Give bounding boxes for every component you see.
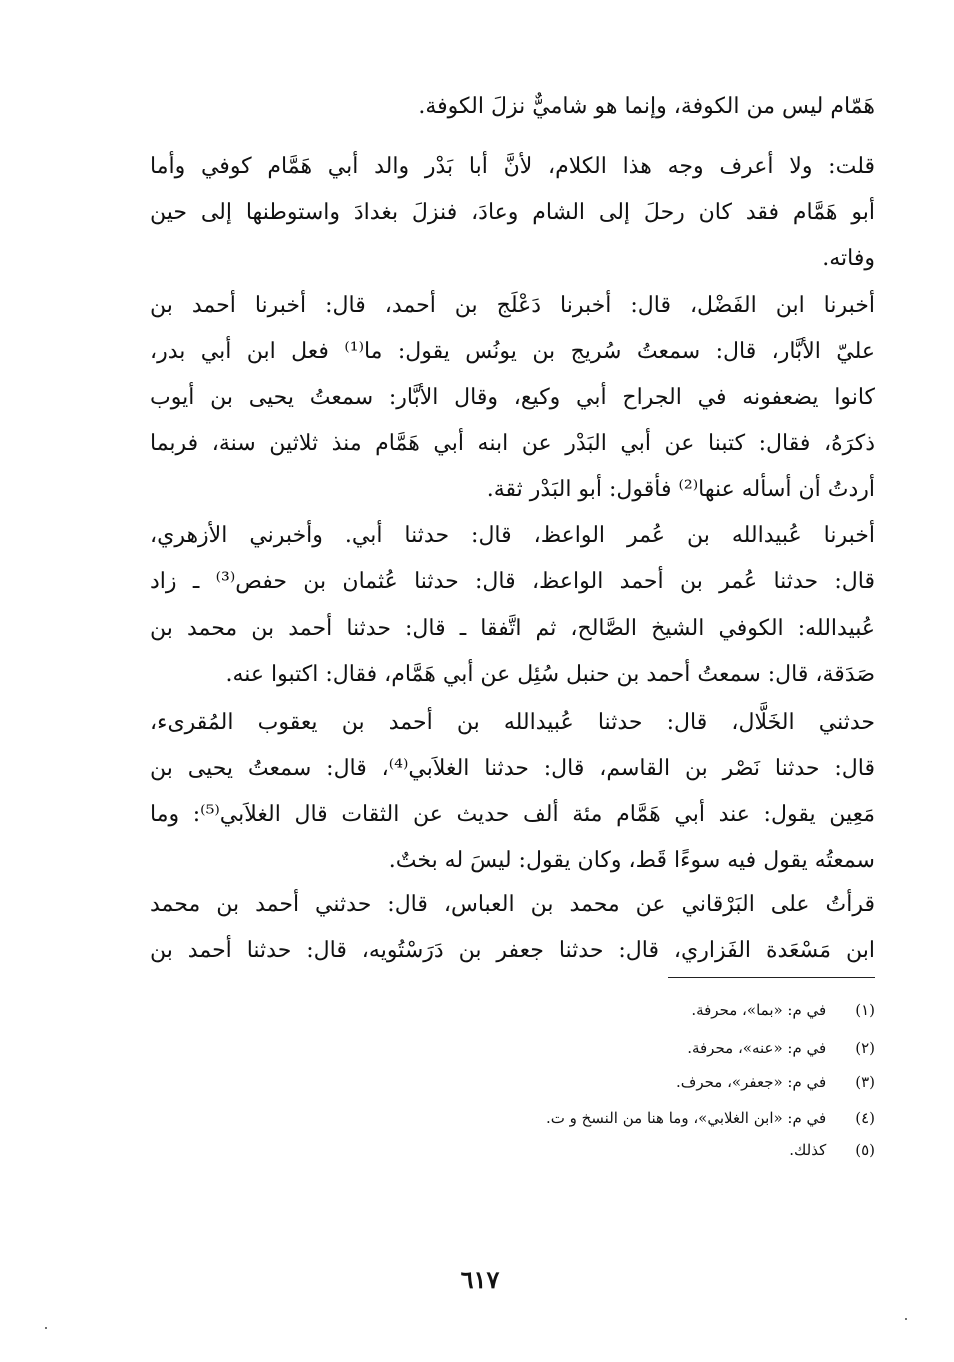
- page-number: ٦١٧: [460, 1265, 500, 1294]
- text-line: هَمّام ليس من الكوفة، وإنما هو شاميٌّ نزلَ الكوفة.: [418, 94, 875, 119]
- text-line: ذكرَهُ، فقال: كتبنا عن أبي البَدْر عن ابنه أبي هَمَّام منذ ثلاثين سنة، فربما: [150, 431, 875, 456]
- footnote-number: (٥): [855, 1141, 875, 1159]
- text-line: قرأتُ على البَرْقاني عن محمد بن العباس، قال: حدثني أحمد بن محمد: [150, 892, 875, 917]
- text-line: كانوا يضعفونه في الجراح أبي وكيع، وقال الأبَّار: سمعتُ يحيى بن أيوب: [150, 385, 875, 410]
- footnote-item: [546, 1103, 875, 1133]
- footnote-number: (٢): [855, 1039, 875, 1057]
- footnote-number: (٣): [855, 1073, 875, 1091]
- footnote-number: (١): [855, 1001, 875, 1019]
- footnote-item: [789, 1135, 875, 1165]
- footnote-item: [687, 1033, 875, 1063]
- text-line: عليّ الأبَّار، قال: سمعتُ سُريج بن يونُس يقول: ما⁽¹⁾ فعل ابن أبي بدر،: [150, 339, 875, 364]
- footnote-text: في م: «عنه»، محرفة.: [687, 1039, 827, 1057]
- text-line: أخبرنا ابن الفَضْل، قال: أخبرنا دَعْلَج بن أحمد، قال: أخبرنا أحمد بن: [150, 293, 875, 318]
- footnote-text: في م: «جعفر»، محرف.: [676, 1073, 827, 1091]
- text-line: أردتُ أن أسأله عنها⁽²⁾ فأقول: أبو البَدْر ثقة.: [486, 477, 875, 502]
- text-line: سمعتُه يقول فيه سوءًا قَط، وكان يقول: ليسَ له بختٌ.: [388, 848, 875, 873]
- footnote-item: [691, 995, 875, 1025]
- text-line: ابن مَسْعَدة الفَزاري، قال: حدثنا جعفر بن دَرَسْتُويه، قال: حدثنا أحمد بن: [150, 938, 875, 963]
- footnote-text: كذلك.: [789, 1141, 827, 1159]
- text-line: قلت: ولا أعرف وجه هذا الكلام، لأنَّ أبا بَدْر والد أبي هَمَّام كوفي وأما: [150, 154, 875, 179]
- text-line: قال: حدثنا نَصْر بن القاسم، قال: حدثنا الغلاَبي⁽⁴⁾، قال: سمعتُ يحيى بن: [150, 756, 875, 781]
- scan-speck: [905, 1318, 907, 1320]
- footnote-text: في م: «ابن الغلابي»، وما هنا من النسخ و ت.: [545, 1109, 827, 1127]
- scan-speck: [45, 1327, 47, 1329]
- text-line: حدثني الخَلَّال، قال: حدثنا عُبيدالله بن أحمد بن يعقوب المُقرىء،: [150, 710, 875, 735]
- text-line: قال: حدثنا عُمر بن أحمد الواعظ، قال: حدثنا عُثمان بن حفص⁽³⁾ ـ زاد: [150, 569, 875, 594]
- text-line: أبو هَمَّام فقد كان رحلَ إلى الشام وعادَ، فنزلَ بغدادَ واستوطنها إلى حين: [150, 200, 875, 225]
- footnote-text: في م: «بما»، محرفة.: [691, 1001, 827, 1019]
- footnote-number: (٤): [855, 1109, 875, 1127]
- text-line: مَعِين يقول: عند أبي هَمَّام مئة ألف حديث عن الثقات قال الغلاَبي⁽⁵⁾: وما: [150, 802, 875, 827]
- footnote-item: [676, 1067, 875, 1097]
- text-line: عُبيدالله: الكوفي الشيخ الصَّالح، ثم اتَّفقا ـ قال: حدثنا أحمد بن محمد بن: [150, 616, 875, 641]
- text-line: وفاته.: [822, 246, 875, 271]
- footnote-separator: [668, 977, 875, 978]
- text-line: أخبرنا عُبيدالله بن عُمر الواعظ، قال: حدثنا أبي. وأخبرني الأزهري،: [150, 523, 875, 548]
- text-line: صَدَقة، قال: سمعتُ أحمد بن حنبل سُئِل عن أبي هَمَّام، فقال: اكتبوا عنه.: [225, 662, 875, 687]
